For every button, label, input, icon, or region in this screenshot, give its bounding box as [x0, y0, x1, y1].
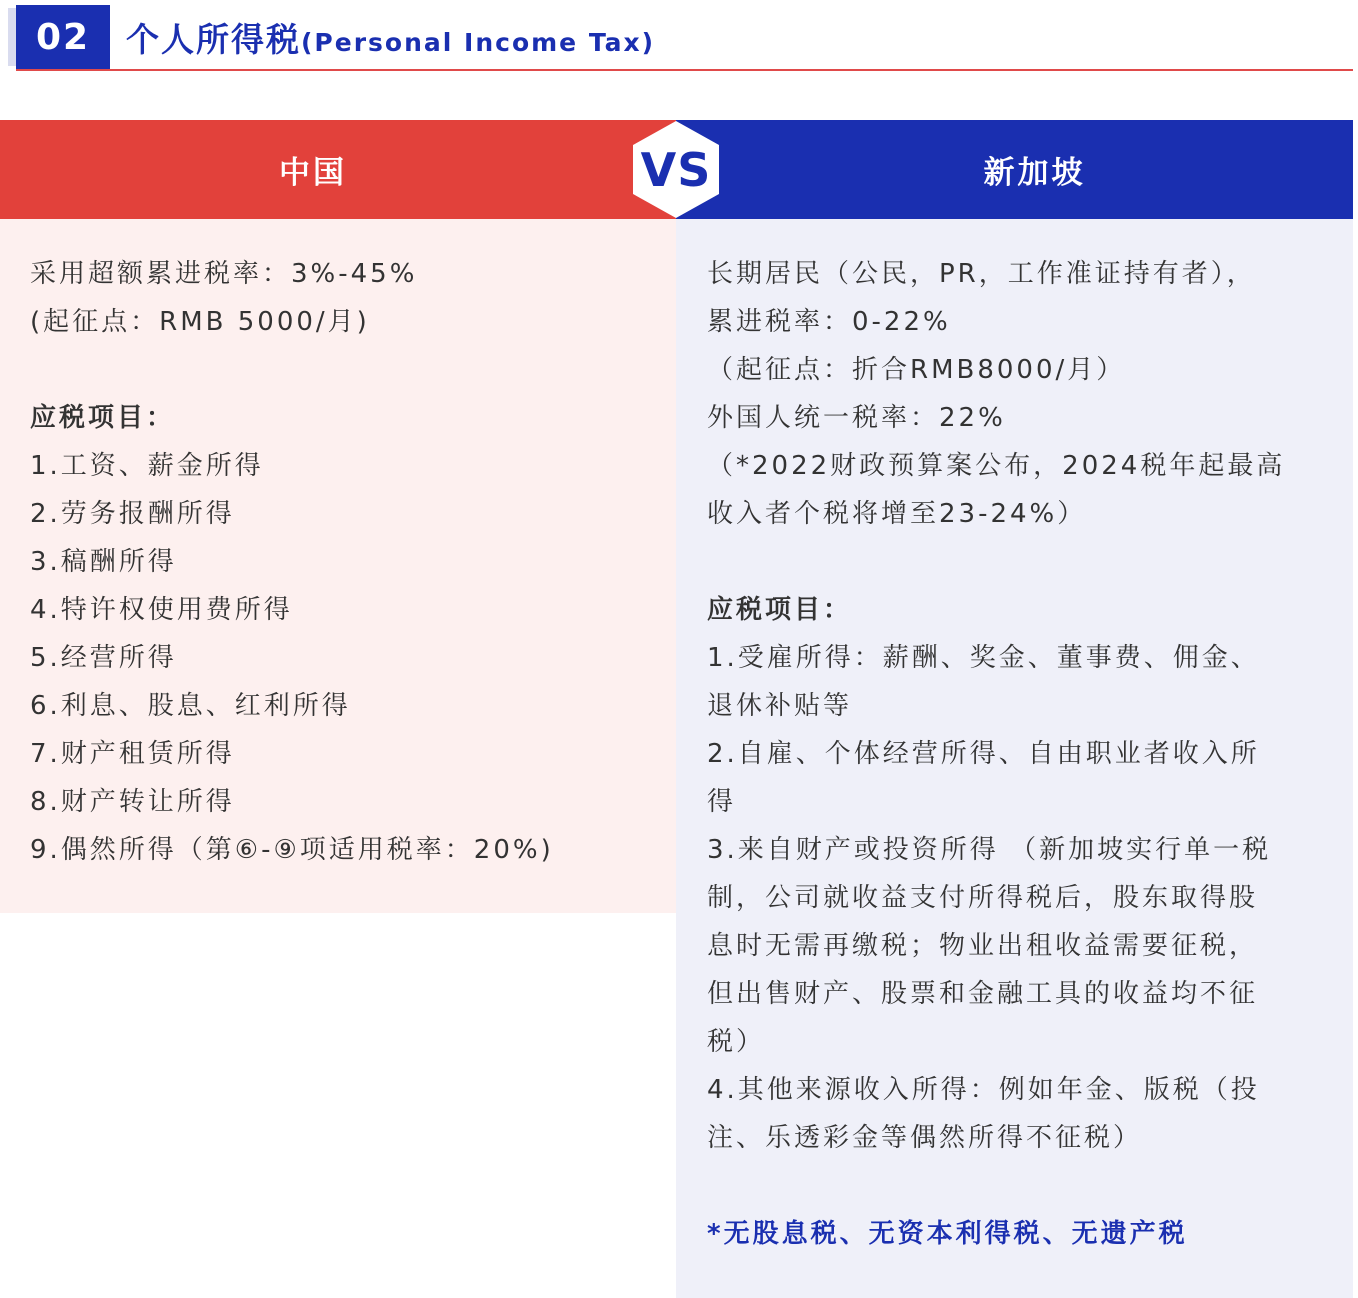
- singapore-intro-line: 累进税率：0-22%: [707, 307, 951, 337]
- spacer: [707, 1162, 1327, 1210]
- china-banner: [0, 120, 676, 219]
- singapore-label: 新加坡: [983, 155, 1086, 191]
- china-threshold-line: (起征点：RMB 5000/月): [30, 307, 370, 337]
- china-item: 4.特许权使用费所得: [30, 595, 293, 625]
- singapore-item-line: 得: [707, 787, 737, 817]
- singapore-banner: [676, 120, 1353, 219]
- singapore-item-line: 息时无需再缴税；物业出租收益需要征税，: [707, 931, 1259, 961]
- china-item: 1.工资、薪金所得: [30, 451, 264, 481]
- singapore-intro-line: （起征点：折合RMB8000/月）: [707, 355, 1126, 385]
- vs-label: VS: [640, 142, 712, 197]
- singapore-item-line: 2.自雇、个体经营所得、自由职业者收入所: [707, 739, 1260, 769]
- china-item: 5.经营所得: [30, 643, 177, 673]
- singapore-item-line: 制，公司就收益支付所得税后，股东取得股: [707, 883, 1259, 913]
- china-rate-line: 采用超额累进税率：3%-45%: [30, 259, 418, 289]
- china-content: [30, 250, 670, 874]
- singapore-items-heading: 应税项目：: [707, 595, 853, 625]
- china-item: 6.利息、股息、红利所得: [30, 691, 351, 721]
- singapore-item-line: 3.来自财产或投资所得 （新加坡实行单一税: [707, 835, 1272, 865]
- section-header: [0, 0, 1358, 80]
- singapore-intro-line: （*2022财政预算案公布，2024税年起最高: [707, 451, 1286, 481]
- singapore-intro-line: 外国人统一税率：22%: [707, 403, 1006, 433]
- section-title-cn: 个人所得税: [126, 20, 301, 59]
- singapore-item-line: 4.其他来源收入所得：例如年金、版税（投: [707, 1075, 1260, 1105]
- spacer: [30, 346, 670, 394]
- section-title: [126, 14, 655, 64]
- singapore-content: [707, 250, 1327, 1258]
- china-items-heading: 应税项目：: [30, 403, 176, 433]
- singapore-item-line: 注、乐透彩金等偶然所得不征税）: [707, 1123, 1143, 1153]
- singapore-intro-line: 收入者个税将增至23-24%）: [707, 499, 1087, 529]
- china-item: 9.偶然所得（第⑥-⑨项适用税率：20%): [30, 835, 554, 865]
- singapore-footnote: *无股息税、无资本利得税、无遗产税: [707, 1219, 1188, 1249]
- section-title-en: (Personal Income Tax): [301, 28, 656, 57]
- china-item: 8.财产转让所得: [30, 787, 235, 817]
- singapore-intro-line: 长期居民（公民，PR，工作准证持有者），: [707, 259, 1256, 289]
- singapore-item-line: 但出售财产、股票和金融工具的收益均不征: [707, 979, 1259, 1009]
- china-item: 2.劳务报酬所得: [30, 499, 235, 529]
- section-number-badge: 02: [16, 5, 110, 69]
- spacer: [707, 538, 1327, 586]
- singapore-item-line: 退休补贴等: [707, 691, 853, 721]
- singapore-item-line: 税）: [707, 1027, 766, 1057]
- singapore-item-line: 1.受雇所得：薪酬、奖金、董事费、佣金、: [707, 643, 1260, 673]
- china-item: 7.财产租赁所得: [30, 739, 235, 769]
- china-label: 中国: [279, 155, 347, 191]
- section-divider: [16, 69, 1353, 71]
- china-item: 3.稿酬所得: [30, 547, 177, 577]
